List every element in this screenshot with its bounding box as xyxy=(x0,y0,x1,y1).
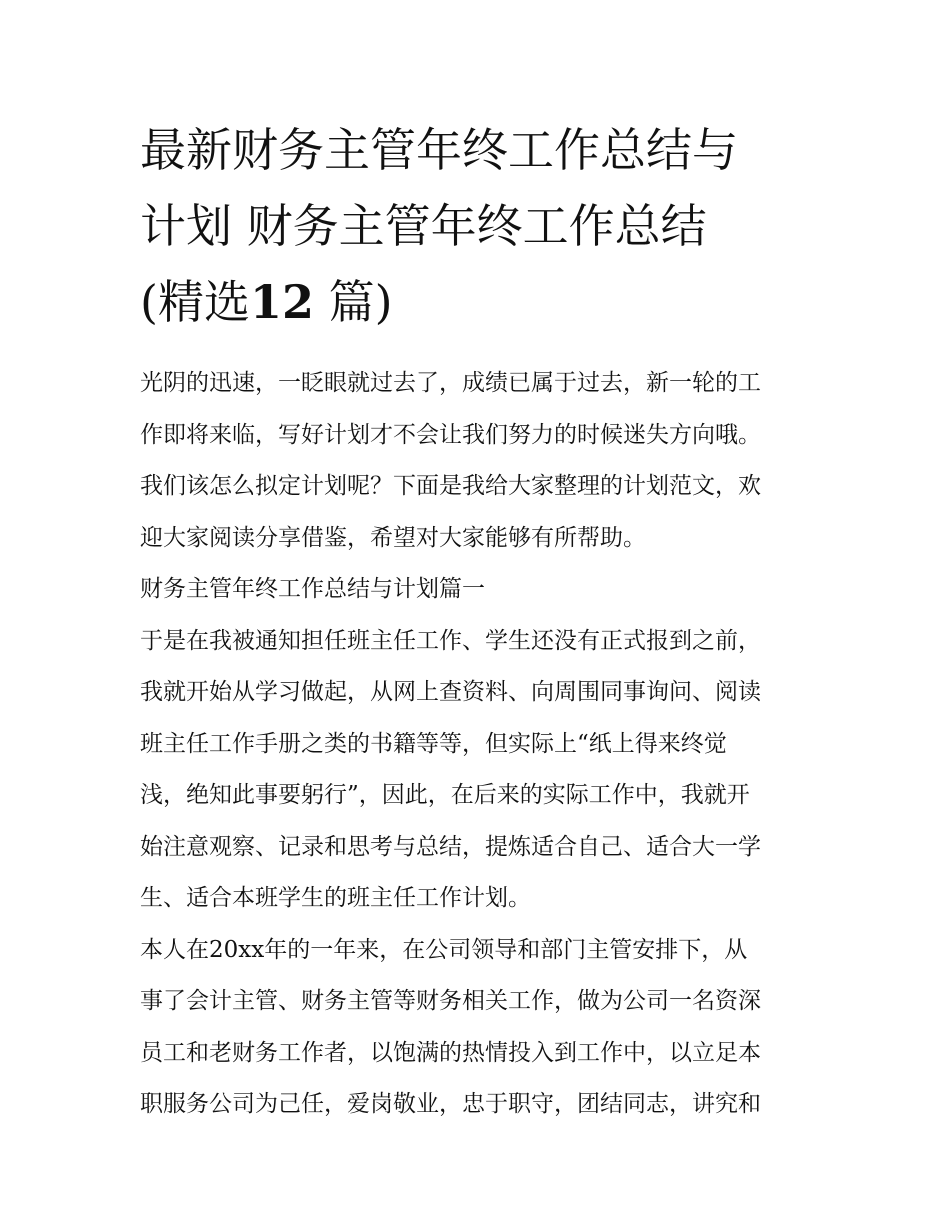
body-line: 光阴的迅速，一眨眼就过去了，成绩已属于过去，新一轮的工 xyxy=(140,370,761,396)
document-title xyxy=(140,112,820,340)
body-line: 生、适合本班学生的班主任工作计划。 xyxy=(140,885,531,911)
body-line: 始注意观察、记录和思考与总结，提炼适合自己、适合大一学 xyxy=(140,833,761,860)
body-line: 职服务公司为己任，爱岗敬业，忠于职守，团结同志，讲究和 xyxy=(140,1091,761,1117)
body-line: 我就开始从学习做起，从网上查资料、向周围同事询问、阅读 xyxy=(140,679,761,705)
body-line: 作即将来临，写好计划才不会让我们努力的时候迷失方向哦。 xyxy=(140,421,761,448)
body-line: 迎大家阅读分享借鉴，希望对大家能够有所帮助。 xyxy=(140,524,646,551)
body-line: 浅，绝知此事要躬行”，因此，在后来的实际工作中，我就开 xyxy=(140,782,750,808)
section-heading: 财务主管年终工作总结与计划篇一 xyxy=(140,576,485,602)
body-line: 事了会计主管、财务主管等财务相关工作，做为公司一名资深 xyxy=(140,988,761,1014)
body-line: 本人在20xx年的一年来，在公司领导和部门主管安排下，从 xyxy=(140,936,748,963)
title-line: 最新财务主管年终工作总结与 xyxy=(140,123,738,177)
title-line xyxy=(140,264,820,340)
body-line: 班主任工作手册之类的书籍等等，但实际上“纸上得来终觉 xyxy=(140,730,727,757)
title-number: 12 xyxy=(249,275,314,329)
document-body xyxy=(140,358,820,1131)
body-line: 于是在我被通知担任班主任工作、学生还没有正式报到之前， xyxy=(140,627,761,654)
title-prefix: (精选 xyxy=(140,275,250,329)
title-line: 计划 财务主管年终工作总结 xyxy=(140,199,707,253)
body-line: 我们该怎么拟定计划呢？下面是我给大家整理的计划范文，欢 xyxy=(140,473,761,499)
body-line: 员工和老财务工作者，以饱满的热情投入到工作中，以立足本 xyxy=(140,1039,761,1066)
title-suffix: 篇) xyxy=(328,275,393,329)
